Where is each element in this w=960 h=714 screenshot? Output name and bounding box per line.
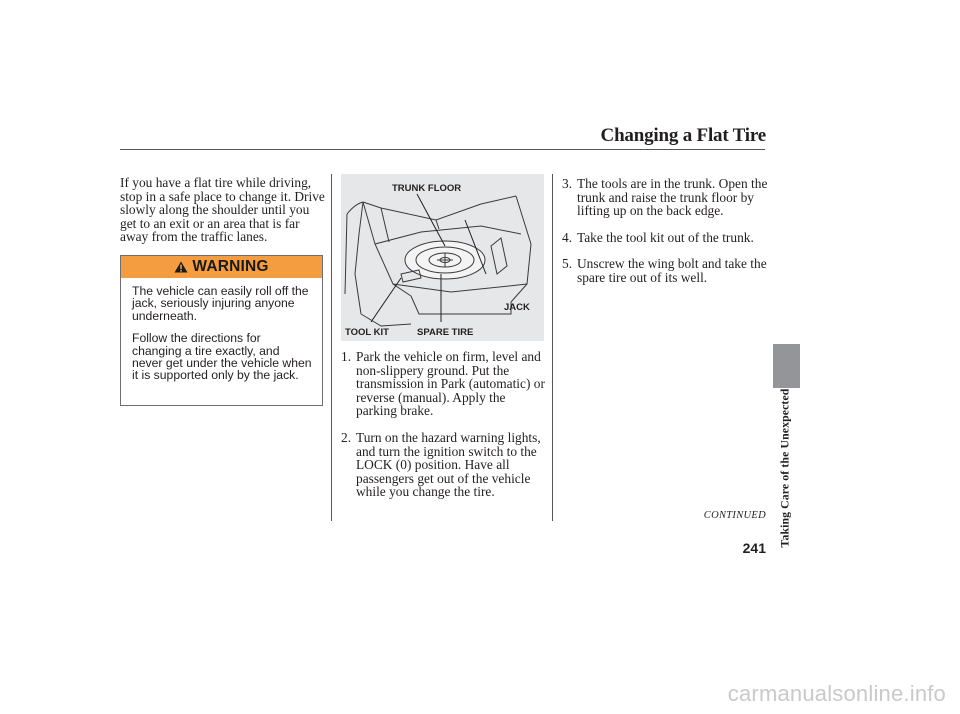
step-number: 2. bbox=[341, 429, 352, 445]
warning-label: WARNING bbox=[192, 258, 269, 275]
steps-list-right bbox=[562, 177, 770, 298]
warning-paragraph: The vehicle can easily roll off the jack, seriously injuring anyone underneath. bbox=[132, 284, 309, 323]
step-text: Take the tool kit out of the trunk. bbox=[577, 229, 754, 245]
intro-paragraph: If you have a flat tire while driving, stop in a safe place to change it. Drive slowly along the shoulder until you get to an exit or an area that is far away from the traffic lanes. bbox=[120, 175, 325, 245]
label-spare-tire: SPARE TIRE bbox=[417, 327, 474, 338]
column-divider-left bbox=[331, 174, 332, 521]
step-text: The tools are in the trunk. Open the trunk and raise the trunk floor by lifting up on the back edge. bbox=[577, 176, 768, 219]
continued-marker: CONTINUED bbox=[703, 510, 766, 521]
label-trunk-floor: TRUNK FLOOR bbox=[392, 183, 462, 194]
step-number: 3. bbox=[562, 176, 573, 191]
step-item bbox=[341, 350, 547, 418]
section-tab-marker bbox=[773, 344, 800, 388]
step-text: Turn on the hazard warning lights, and turn the ignition switch to the LOCK (0) position. Have all passengers get out of the vehicle while you change the tire. bbox=[356, 429, 541, 500]
trunk-illustration bbox=[341, 174, 544, 341]
warning-paragraph: Follow the directions for changing a tire exactly, and never get under the vehicle when it is supported only by the jack. bbox=[132, 331, 312, 383]
warning-header bbox=[121, 256, 322, 278]
column-divider-right bbox=[552, 174, 553, 521]
steps-list-middle bbox=[341, 350, 547, 512]
title-divider bbox=[120, 149, 765, 150]
step-number: 4. bbox=[562, 229, 573, 245]
warning-triangle-icon bbox=[174, 261, 188, 273]
page-title: Changing a Flat Tire bbox=[600, 125, 766, 146]
step-item bbox=[341, 431, 547, 499]
trunk-drawing bbox=[341, 174, 544, 341]
page-number: 241 bbox=[742, 540, 766, 556]
step-text: Park the vehicle on firm, level and non-slippery ground. Put the transmission in Park (automatic) or reverse (manual). Apply the parking brake. bbox=[356, 349, 545, 419]
step-number: 5. bbox=[562, 256, 573, 272]
label-tool-kit: TOOL KIT bbox=[345, 327, 389, 338]
watermark: carmanualsonline.info bbox=[727, 681, 946, 706]
section-side-text: Taking Care of the Unexpected bbox=[777, 388, 792, 548]
warning-box bbox=[120, 255, 323, 406]
step-item bbox=[562, 257, 770, 284]
label-jack: JACK bbox=[504, 302, 530, 313]
step-number: 1. bbox=[341, 349, 352, 364]
step-text: Unscrew the wing bolt and take the spare tire out of its well. bbox=[577, 256, 767, 285]
step-item bbox=[562, 177, 770, 218]
step-item bbox=[562, 231, 770, 245]
warning-body bbox=[121, 278, 322, 382]
